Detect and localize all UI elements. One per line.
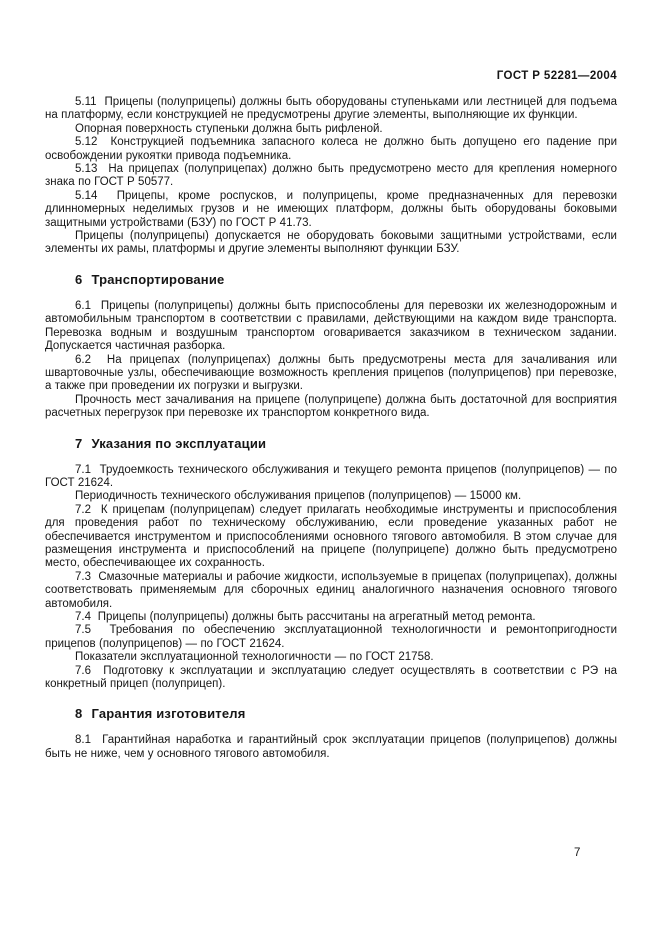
section-number: 6 <box>75 271 83 287</box>
paragraph-5-11: 5.11 Прицепы (полуприцепы) должны быть оборудованы ступеньками или лестницей для подъема на платформу, если конструкцией не предусмотрены другие элементы, выполняющие их функции. <box>45 96 617 122</box>
paragraph-7-3: 7.3 Смазочные материалы и рабочие жидкости, используемые в прицепах (полуприцепах), должны соответствовать применяемым для сборочных единиц аналогичного назначения основного тягового автомобиля. <box>45 570 617 610</box>
section-title: Указания по эксплуатации <box>91 435 267 451</box>
paragraph-8-1: 8.1 Гарантийная наработка и гарантийный срок эксплуатации прицепов (полуприцепов) должны быть не ниже, чем у основного тягового автомобиля. <box>45 734 617 760</box>
paragraph-tech-indicators: Показатели эксплуатационной технологичности — по ГОСТ 21758. <box>75 651 434 664</box>
paragraph-maintenance-interval: Периодичность технического обслуживания прицепов (полуприцепов) — 15000 км. <box>75 490 522 503</box>
paragraph-step-surface: Опорная поверхность ступеньки должна быть рифленой. <box>75 122 383 135</box>
paragraph-5-12: 5.12 Конструкцией подъемника запасного колеса не должно быть допущено его падение при освобождении рукоятки привода подъемника. <box>45 136 617 162</box>
paragraph-anchoring-strength: Прочность мест зачаливания на прицепе (полуприцепе) должна быть достаточной для восприятия расчетных перегрузок при перевозке их транспортом конкретного вида. <box>45 393 617 420</box>
section-number: 8 <box>75 706 83 722</box>
paragraph-7-5: 7.5 Требования по обеспечению эксплуатационной технологичности и ремонтопригодности прицепов (полуприцепов) — по ГОСТ 21624. <box>45 624 617 650</box>
paragraph-bzu-exception: Прицепы (полуприцепы) допускается не оборудовать боковыми защитными устройствами, если элементы их рамы, платформы и другие элементы выполняют функции БЗУ. <box>45 230 617 256</box>
paragraph-7-6: 7.6 Подготовку к эксплуатации и эксплуатацию следует осуществлять в соответствии с РЭ на конкретный прицеп (полуприцеп). <box>45 664 617 691</box>
doc-header-code: ГОСТ Р 52281—2004 <box>496 70 617 82</box>
paragraph-5-14: 5.14 Прицепы, кроме роспусков, и полуприцепы, кроме предназначенных для перевозки длинномерных неделимых грузов и не имеющих платформ, должны быть оборудованы боковыми защитными устройствами (БЗУ) по ГОСТ Р 41.73. <box>45 189 617 229</box>
paragraph-7-2: 7.2 К прицепам (полуприцепам) следует прилагать необходимые инструменты и приспособления для проведения работ по техническому обслуживанию, если проведение указанных работ не обеспечивается инструментом и приспособлениями основного тягового автомобиля. В этом случае для размещения инструмента и приспособлений на прицепе (полуприцепе) должно быть предусмотрено место, обеспечивающее их сохранность. <box>45 503 617 570</box>
paragraph-6-2: 6.2 На прицепах (полуприцепах) должны быть предусмотрены места для зачаливания или швартовочные узлы, обеспечивающие возможность крепления прицепов (полуприцепов) при перевозке, а также при проведении их погрузки и выгрузки. <box>45 353 617 393</box>
page-number: 7 <box>574 847 581 859</box>
section-title: Гарантия изготовителя <box>91 706 246 722</box>
paragraph-5-13: 5.13 На прицепах (полуприцепах) должно быть предусмотрено место для крепления номерного знака по ГОСТ Р 50577. <box>45 163 617 189</box>
section-heading-transportation <box>75 272 617 287</box>
section-number: 7 <box>75 435 83 451</box>
section-title: Транспортирование <box>91 271 225 287</box>
paragraph-7-1: 7.1 Трудоемкость технического обслуживания и текущего ремонта прицепов (полуприцепов) — по ГОСТ 21624. <box>45 463 617 489</box>
paragraph-7-4: 7.4 Прицепы (полуприцепы) должны быть рассчитаны на агрегатный метод ремонта. <box>75 611 536 623</box>
paragraph-6-1: 6.1 Прицепы (полуприцепы) должны быть приспособлены для перевозки их железнодорожным и автомобильным транспортом в соответствии с правилами, действующими на каждом виде транспорта. Перевозка водным и воздушным транспортом оговаривается заказчиком в техническом задании. Допускается частичная разборка. <box>45 299 617 353</box>
section-heading-warranty <box>75 706 617 721</box>
section-heading-operation <box>75 436 617 451</box>
